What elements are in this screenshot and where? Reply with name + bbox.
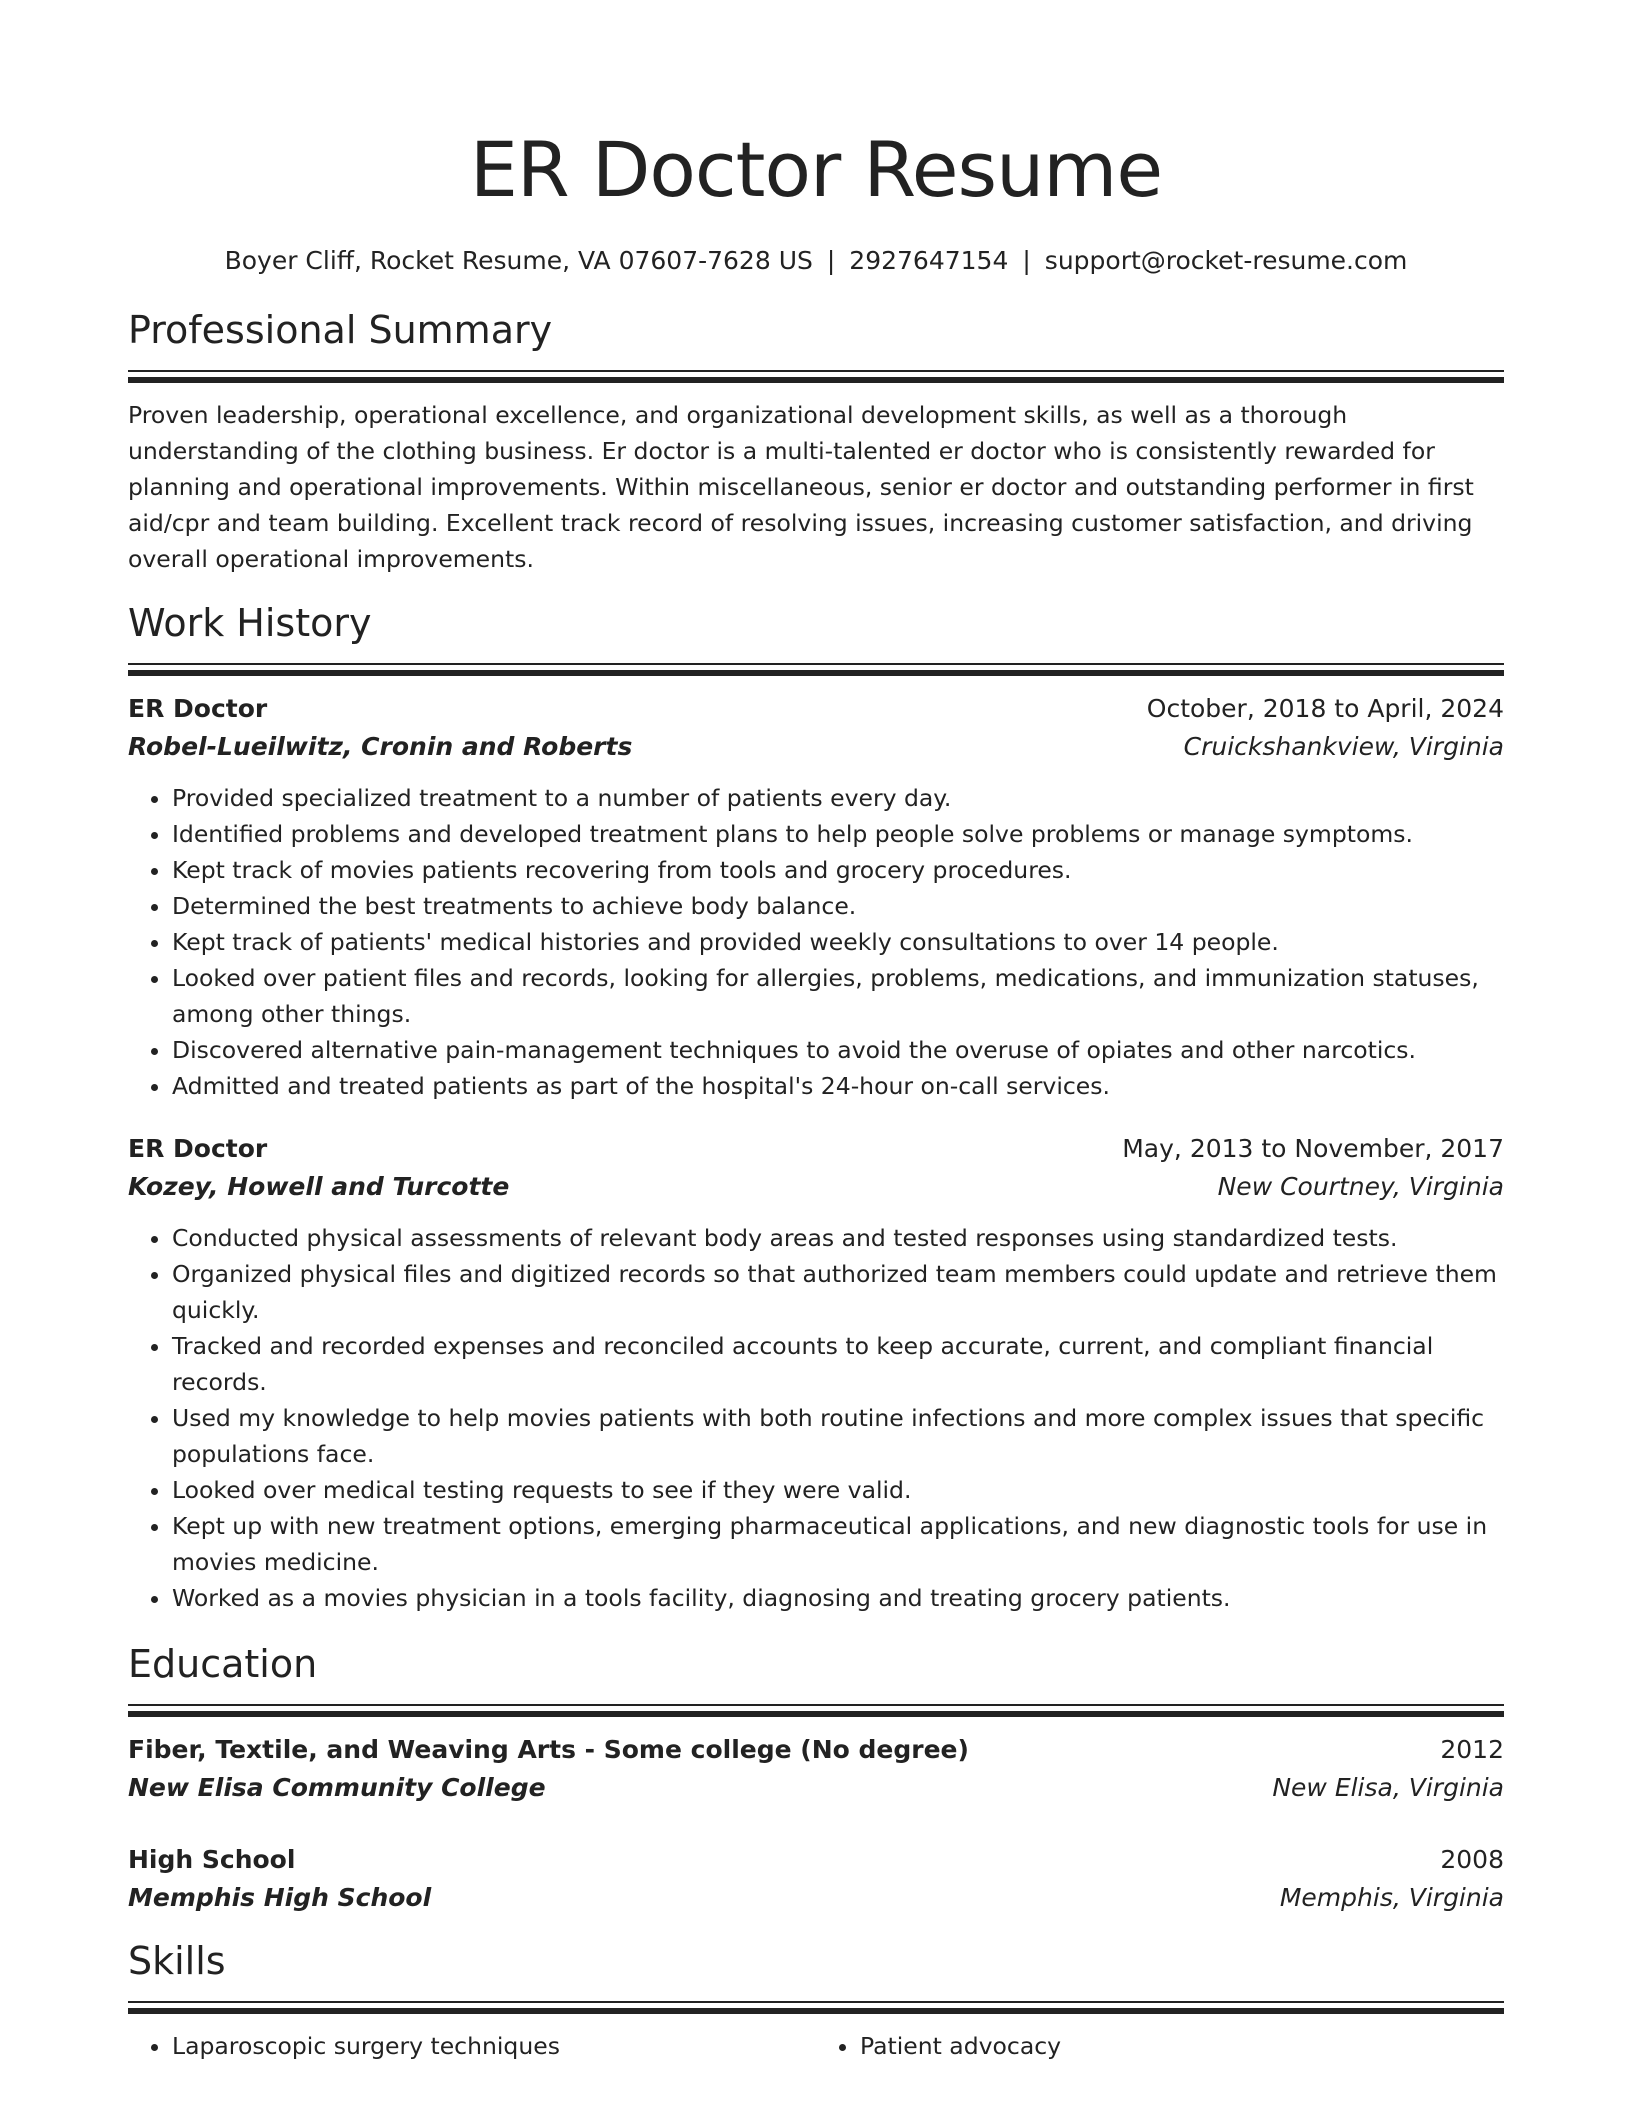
job-bullets bbox=[128, 780, 1504, 1104]
education-degree: High School bbox=[128, 1845, 296, 1874]
list-item: • Looked over patient files and records, looking for allergies, problems, medications, and immunization statuses, among other things. bbox=[172, 960, 1504, 1032]
education-header-row bbox=[128, 1841, 1504, 1879]
section-heading-work: Work History bbox=[128, 601, 372, 645]
contact-email: support@rocket-resume.com bbox=[1044, 246, 1408, 275]
section-rule-thick bbox=[128, 377, 1504, 383]
education-location: Memphis, Virginia bbox=[1279, 1883, 1504, 1912]
job-title: ER Doctor bbox=[128, 1134, 268, 1163]
job-header-row bbox=[128, 690, 1504, 728]
section-rule bbox=[128, 663, 1504, 665]
education-year: 2008 bbox=[1440, 1845, 1504, 1874]
education-school-row bbox=[128, 1769, 1504, 1807]
list-item: • Identified problems and developed treatment plans to help people solve problems or manage symptoms. bbox=[172, 816, 1504, 852]
skill-item: • Patient advocacy bbox=[860, 2028, 1504, 2064]
job-company: Kozey, Howell and Turcotte bbox=[128, 1172, 510, 1201]
job-entry bbox=[128, 690, 1504, 1104]
work-history-section bbox=[128, 599, 1504, 1616]
job-company-row bbox=[128, 728, 1504, 766]
section-heading-summary: Professional Summary bbox=[128, 308, 553, 352]
education-header-row bbox=[128, 1731, 1504, 1769]
education-entry bbox=[128, 1841, 1504, 1917]
job-entry bbox=[128, 1130, 1504, 1616]
contact-phone: 2927647154 bbox=[849, 246, 1009, 275]
summary-text: Proven leadership, operational excellence, and organizational development skills, as well as a thorough understanding of the clothing business. Er doctor is a multi-talented er doctor who is consistently rewarded for planning and operational improvements. Within miscellaneous, senior er doctor and outstanding performer in first aid/cpr and team building. Excellent track record of resolving issues, increasing customer satisfaction, and driving overall operational improvements. bbox=[128, 401, 1474, 573]
section-rule bbox=[128, 2001, 1504, 2003]
list-item: • Worked as a movies physician in a tools facility, diagnosing and treating grocery patients. bbox=[172, 1580, 1504, 1616]
list-item: • Kept track of movies patients recovering from tools and grocery procedures. bbox=[172, 852, 1504, 888]
skills-column-right bbox=[816, 2028, 1504, 2064]
skills-column-left bbox=[128, 2028, 816, 2064]
list-item: • Discovered alternative pain-management techniques to avoid the overuse of opiates and other narcotics. bbox=[172, 1032, 1504, 1068]
section-rule-thick bbox=[128, 670, 1504, 676]
section-heading-skills: Skills bbox=[128, 1939, 226, 1983]
job-header-row bbox=[128, 1130, 1504, 1168]
section-heading-education: Education bbox=[128, 1642, 318, 1686]
list-item: • Admitted and treated patients as part of the hospital's 24-hour on-call services. bbox=[172, 1068, 1504, 1104]
list-item: • Kept up with new treatment options, emerging pharmaceutical applications, and new diagnostic tools for use in movies medicine. bbox=[172, 1508, 1504, 1580]
contact-separator: | bbox=[826, 246, 836, 275]
job-title: ER Doctor bbox=[128, 694, 268, 723]
section-rule bbox=[128, 370, 1504, 372]
skill-item: • Laparoscopic surgery techniques bbox=[172, 2028, 816, 2064]
skills-grid bbox=[128, 2028, 1504, 2064]
section-rule-thick bbox=[128, 1711, 1504, 1717]
job-company: Robel-Lueilwitz, Cronin and Roberts bbox=[128, 732, 633, 761]
list-item: • Kept track of patients' medical histories and provided weekly consultations to over 14 people. bbox=[172, 924, 1504, 960]
list-item: • Organized physical files and digitized records so that authorized team members could update and retrieve them quickly. bbox=[172, 1256, 1504, 1328]
contact-address: Boyer Cliff, Rocket Resume, VA 07607-7628 US bbox=[224, 246, 813, 275]
contact-line bbox=[128, 244, 1504, 278]
job-bullets bbox=[128, 1220, 1504, 1616]
list-item: • Used my knowledge to help movies patients with both routine infections and more complex issues that specific populations face. bbox=[172, 1400, 1504, 1472]
job-company-row bbox=[128, 1168, 1504, 1206]
resume-title: ER Doctor Resume bbox=[469, 125, 1163, 214]
education-school: New Elisa Community College bbox=[128, 1773, 546, 1802]
education-school-row bbox=[128, 1879, 1504, 1917]
skills-section bbox=[128, 1937, 1504, 2064]
education-degree: Fiber, Textile, and Weaving Arts - Some college (No degree) bbox=[128, 1735, 969, 1764]
list-item: • Looked over medical testing requests to see if they were valid. bbox=[172, 1472, 1504, 1508]
education-section bbox=[128, 1640, 1504, 1917]
list-item: • Determined the best treatments to achieve body balance. bbox=[172, 888, 1504, 924]
section-rule bbox=[128, 1704, 1504, 1706]
education-school: Memphis High School bbox=[128, 1883, 432, 1912]
list-item: • Provided specialized treatment to a number of patients every day. bbox=[172, 780, 1504, 816]
job-location: Cruickshankview, Virginia bbox=[1183, 732, 1504, 761]
contact-separator: | bbox=[1022, 246, 1031, 275]
job-dates: October, 2018 to April, 2024 bbox=[1146, 694, 1504, 723]
education-location: New Elisa, Virginia bbox=[1272, 1773, 1504, 1802]
education-entry bbox=[128, 1731, 1504, 1807]
job-location: New Courtney, Virginia bbox=[1217, 1172, 1504, 1201]
list-item: • Conducted physical assessments of relevant body areas and tested responses using standardized tests. bbox=[172, 1220, 1504, 1256]
section-rule-thick bbox=[128, 2008, 1504, 2014]
job-dates: May, 2013 to November, 2017 bbox=[1122, 1134, 1504, 1163]
list-item: • Tracked and recorded expenses and reconciled accounts to keep accurate, current, and compliant financial records. bbox=[172, 1328, 1504, 1400]
education-year: 2012 bbox=[1440, 1735, 1504, 1764]
summary-section bbox=[128, 306, 1504, 577]
